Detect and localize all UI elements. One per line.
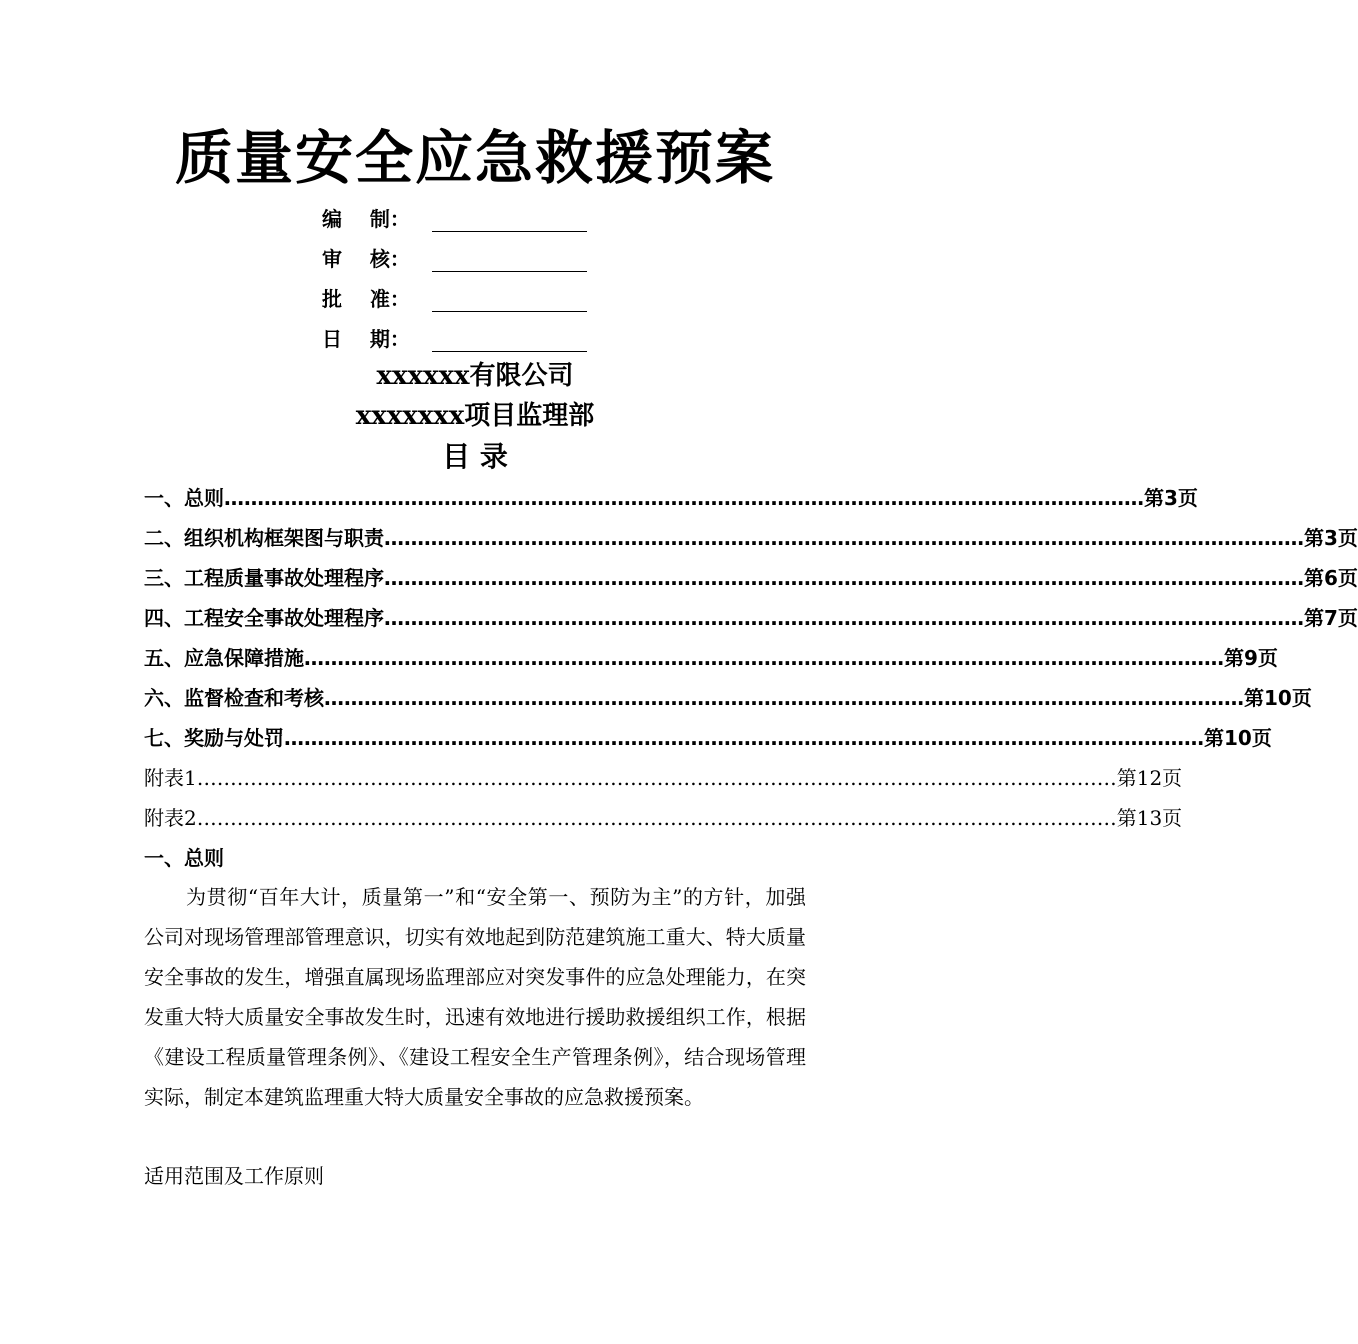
toc-leader-dots: ………………………………………………………………………………………………………………………… — [304, 646, 1224, 670]
toc-leader-dots: ………………………………………………………………………………………………………………………… — [384, 526, 1304, 550]
toc-entry[interactable] — [144, 763, 1183, 793]
toc-entry-page: 第12页 — [1116, 766, 1183, 790]
toc-entry-label: 三、工程质量事故处理程序 — [144, 566, 384, 590]
department-name: xxxxxxx项目监理部 — [355, 401, 595, 431]
section-body-paragraph: 为贯彻“百年大计，质量第一”和“安全第一、预防为主”的方针，加强公司对现场管理部管理意识，切实有效地起到防范建筑施工重大、特大质量安全事故的发生，增强直属现场监理部应对突发事件的应急处理能力，在突发重大特大质量安全事故发生时，迅速有效地进行援助救援组织工作，根据《建设工程质量管理条例》、《建设工程安全生产管理条例》，结合现场管理实际，制定本建筑监理重大特大质量安全事故的应急救援预案。 — [144, 885, 806, 1109]
signoff-label: 审 核： — [322, 247, 410, 271]
toc-entry-label: 二、组织机构框架图与职责 — [144, 526, 384, 550]
toc-entry-label: 一、总则 — [144, 486, 224, 510]
toc-entry-label: 五、应急保障措施 — [144, 646, 304, 670]
signoff-blank-line — [432, 329, 587, 352]
signoff-row-date — [322, 322, 587, 352]
toc-entry-page: 第3页 — [1304, 526, 1358, 550]
signoff-label: 编 制： — [322, 207, 410, 231]
toc-leader-dots: ………………………………………………………………………………………………………………………… — [384, 606, 1304, 630]
signoff-label: 批 准： — [322, 287, 410, 311]
toc-leader-dots: ………………………………………………………………………………………………………………………… — [224, 486, 1144, 510]
toc-entry-page: 第6页 — [1304, 566, 1358, 590]
signoff-blank-line — [432, 249, 587, 272]
signoff-row-approved — [322, 282, 587, 312]
signoff-blank-line — [432, 209, 587, 232]
signoff-label: 日 期： — [322, 327, 410, 351]
toc-leader-dots: ………………………………………………………………………………………………………………………… — [196, 806, 1117, 830]
toc-entry[interactable] — [144, 483, 1198, 513]
toc-entry-label: 附表1 — [144, 766, 197, 790]
toc-entry-label: 四、工程安全事故处理程序 — [144, 606, 384, 630]
signoff-row-compiled — [322, 202, 587, 232]
company-name: xxxxxx有限公司 — [376, 361, 574, 391]
toc-leader-dots: ………………………………………………………………………………………………………………………… — [384, 566, 1304, 590]
toc-entry-label: 附表2 — [144, 806, 197, 830]
toc-leader-dots: ………………………………………………………………………………………………………………………… — [324, 686, 1244, 710]
toc-entry[interactable] — [144, 523, 1358, 553]
toc-entry-page: 第10页 — [1244, 686, 1312, 710]
toc-entry-label: 七、奖励与处罚 — [144, 726, 284, 750]
toc-entry[interactable] — [144, 723, 1272, 753]
toc-entry-page: 第7页 — [1304, 606, 1358, 630]
subsection-heading: 适用范围及工作原则 — [144, 1164, 324, 1188]
toc-entry[interactable] — [144, 603, 1358, 633]
signoff-blank-line — [432, 289, 587, 312]
document-title: 质量安全应急救援预案 — [174, 124, 775, 192]
section-heading: 一、总则 — [144, 846, 224, 870]
toc-title: 目 录 — [442, 440, 508, 473]
toc-entry-page: 第3页 — [1144, 486, 1198, 510]
toc-entry-page: 第9页 — [1224, 646, 1278, 670]
toc-entry[interactable] — [144, 643, 1278, 673]
toc-entry[interactable] — [144, 563, 1358, 593]
signoff-row-reviewed — [322, 242, 587, 272]
toc-leader-dots: ………………………………………………………………………………………………………………………… — [196, 766, 1117, 790]
toc-leader-dots: ………………………………………………………………………………………………………………………… — [284, 726, 1204, 750]
toc-entry-label: 六、监督检查和考核 — [144, 686, 324, 710]
toc-entry[interactable] — [144, 683, 1312, 713]
toc-entry[interactable] — [144, 803, 1183, 833]
toc-entry-page: 第10页 — [1204, 726, 1272, 750]
toc-entry-page: 第13页 — [1116, 806, 1183, 830]
